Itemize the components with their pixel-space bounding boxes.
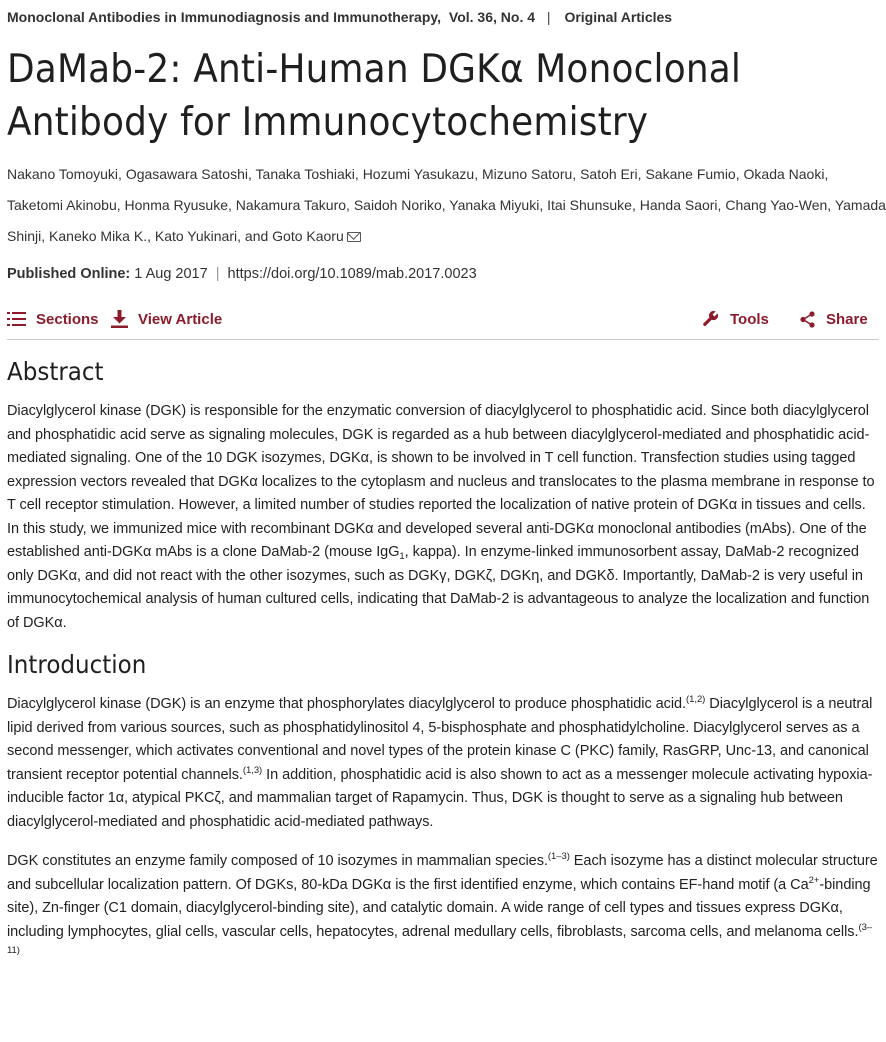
author-link[interactable]: Nakamura Takuro: [235, 197, 347, 213]
article-toolbar: [7, 305, 879, 340]
abstract-text-part2: , kappa). In enzyme-linked immunosorbent assay, DaMab-2 recognized only DGKα, and did not react with the other isozymes, such as DGKγ, DGKζ, DGKη, and DGKδ. Importantly, DaMab-2 is very useful in immunocytochemical analysis of human cultured cells, indicating that DaMab-2 is advantageous to analyze the localization and function of DGKα.: [7, 544, 870, 631]
introduction-heading: Introduction: [7, 650, 147, 679]
intro-p1-part3: In addition, phosphatidic acid is also shown to act as a messenger molecule activating hypoxia-inducible factor 1α, atypical PKCζ, and mammalian target of Rapamycin. Thus, DGK is thought to serve as a signaling hub between diacylglycerol-mediated and phosphatidic acid-mediated pathways.: [7, 766, 873, 830]
author-link[interactable]: Tanaka Toshiaki: [255, 166, 355, 182]
intro-p2-part1: DGK constitutes an enzyme family composed of 10 isozymes in mammalian species.: [7, 853, 548, 869]
author-link[interactable]: Handa Saori: [639, 197, 718, 213]
author-list: Nakano Tomoyuki, Ogasawara Satoshi, Tanaka Toshiaki, Hozumi Yasukazu, Mizuno Satoru, Satoh Eri, Sakane Fumio, Okada Naoki, Taketomi Akinobu, Honma Ryusuke, Nakamura Takuro, Saidoh Noriko, Yanaka Miyuki, Itai Shunsuke, Handa Saori, Chang Yao-Wen, Yamada Shinji, Kaneko Mika K., Kato Yukinari, and Goto Kaoru: [7, 166, 886, 244]
doi-link[interactable]: https://doi.org/10.1089/mab.2017.0023: [227, 266, 477, 282]
igg-subscript: 1: [399, 551, 405, 562]
introduction-paragraph-2: [7, 850, 881, 968]
publication-info: [7, 264, 879, 284]
mail-icon[interactable]: [347, 232, 361, 242]
view-article-label: View Article: [138, 310, 223, 328]
article-title: [7, 43, 835, 149]
abstract-text: [7, 400, 881, 635]
journal-header: [7, 8, 879, 26]
share-icon: [799, 311, 816, 328]
citation-ref[interactable]: (1–3): [547, 851, 570, 862]
author-link[interactable]: Nakano Tomoyuki: [7, 166, 119, 182]
intro-p1-part2: Diacylglycerol is a neutral lipid derived from various sources, such as phosphatidylinositol 4, 5-bisphosphate and phosphatidylcholine. Diacylglycerol serves as a second messenger, which activates conventional and novel types of the protein kinase C (PKC) family, RasGRP, Unc-13, and canonical transient receptor potential channels.: [7, 696, 873, 783]
tools-label: Tools: [730, 310, 769, 328]
author-link[interactable]: Goto Kaoru: [272, 228, 344, 244]
list-icon: [7, 311, 26, 327]
calcium-superscript: 2+: [808, 874, 820, 886]
introduction-paragraph-1: [7, 693, 881, 834]
intro-p2-part3: -binding site), Zn-finger (C1 domain, diacylglycerol-binding site), and catalytic domain. A wide range of cell types and tissues express DGKα, including lymphocytes, glial cells, vascular cells, hepatocytes, adrenal medullary cells, fibroblasts, sarcoma cells, and melanoma cells.: [7, 876, 871, 940]
sections-button[interactable]: [7, 305, 99, 333]
author-link[interactable]: Satoh Eri: [580, 166, 638, 182]
intro-p1-part1: Diacylglycerol kinase (DGK) is an enzyme that phosphorylates diacylglycerol to produce phosphatidic acid.: [7, 696, 687, 712]
wrench-icon: [700, 310, 720, 328]
journal-volume[interactable]: Vol. 36, No. 4: [448, 9, 536, 25]
citation-ref[interactable]: (3–11): [7, 921, 873, 956]
download-icon: [111, 310, 128, 328]
published-online-label: Published Online:: [7, 266, 131, 282]
author-link[interactable]: Chang Yao-Wen: [725, 197, 828, 213]
citation-ref[interactable]: (1,2): [686, 694, 706, 705]
abstract-text-part1: Diacylglycerol kinase (DGK) is responsible for the enzymatic conversion of diacylglycerol to phosphatidic acid. Since both diacylglycerol and phosphatidic acid serve as signaling molecules, DGK is regarded as a hub between diacylglycerol-mediated and phosphatidic acid-mediated signaling. One of the 10 DGK isozymes, DGKα, is shown to be involved in T cell function. Transfection studies using tagged expression vectors revealed that DGKα localizes to the cytoplasm and nucleus and translocates to the plasma membrane in response to T cell receptor stimulation. However, a limited number of studies reported the localization of native protein of DGKα in tissues and cells. In this study, we immunized mice with recombinant DGKα and developed several anti-DGKα monoclonal antibodies (mAbs). One of the established anti-DGKα mAbs is a clone DaMab-2 (mouse IgG: [7, 403, 875, 560]
abstract-heading: Abstract: [7, 357, 104, 386]
author-link[interactable]: Hozumi Yasukazu: [362, 166, 475, 182]
share-label: Share: [826, 310, 868, 328]
author-link[interactable]: Honma Ryusuke: [124, 197, 229, 213]
journal-separator: |: [546, 9, 551, 25]
author-link[interactable]: Itai Shunsuke: [547, 197, 632, 213]
journal-name[interactable]: Monoclonal Antibodies in Immunodiagnosis and Immunotherapy,: [7, 9, 442, 25]
view-article-button[interactable]: [111, 305, 222, 333]
author-link[interactable]: Ogasawara Satoshi: [125, 166, 248, 182]
author-link[interactable]: Yanaka Miyuki: [449, 197, 540, 213]
author-link[interactable]: Saidoh Noriko: [353, 197, 442, 213]
article-title-line2: Antibody for Immunocytochemistry: [7, 100, 649, 145]
author-link[interactable]: Kato Yukinari: [154, 228, 238, 244]
author-link[interactable]: Mizuno Satoru: [482, 166, 573, 182]
author-link[interactable]: Sakane Fumio: [645, 166, 736, 182]
publication-separator: |: [215, 266, 220, 282]
tools-button[interactable]: [700, 305, 769, 333]
author-conjunction: and: [244, 228, 269, 244]
article-page: [7, 0, 886, 968]
author-link[interactable]: Yamada Shinji: [7, 197, 886, 244]
citation-ref[interactable]: (1,3): [242, 764, 263, 776]
journal-section[interactable]: Original Articles: [564, 9, 673, 25]
sections-label: Sections: [36, 310, 99, 328]
author-link[interactable]: Kaneko Mika K.: [49, 228, 148, 244]
author-link[interactable]: Okada Naoki: [743, 166, 825, 182]
article-title-line1: DaMab-2: Anti-Human DGKα Monoclonal: [7, 47, 742, 92]
published-date: 1 Aug 2017: [134, 266, 208, 282]
intro-p2-part2: Each isozyme has a distinct molecular structure and subcellular localization pattern. Of DGKs, 80-kDa DGKα is the first identified enzyme, which contains EF-hand motif (a Ca: [7, 853, 878, 893]
author-link[interactable]: Taketomi Akinobu: [7, 197, 117, 213]
share-button[interactable]: [799, 305, 868, 333]
